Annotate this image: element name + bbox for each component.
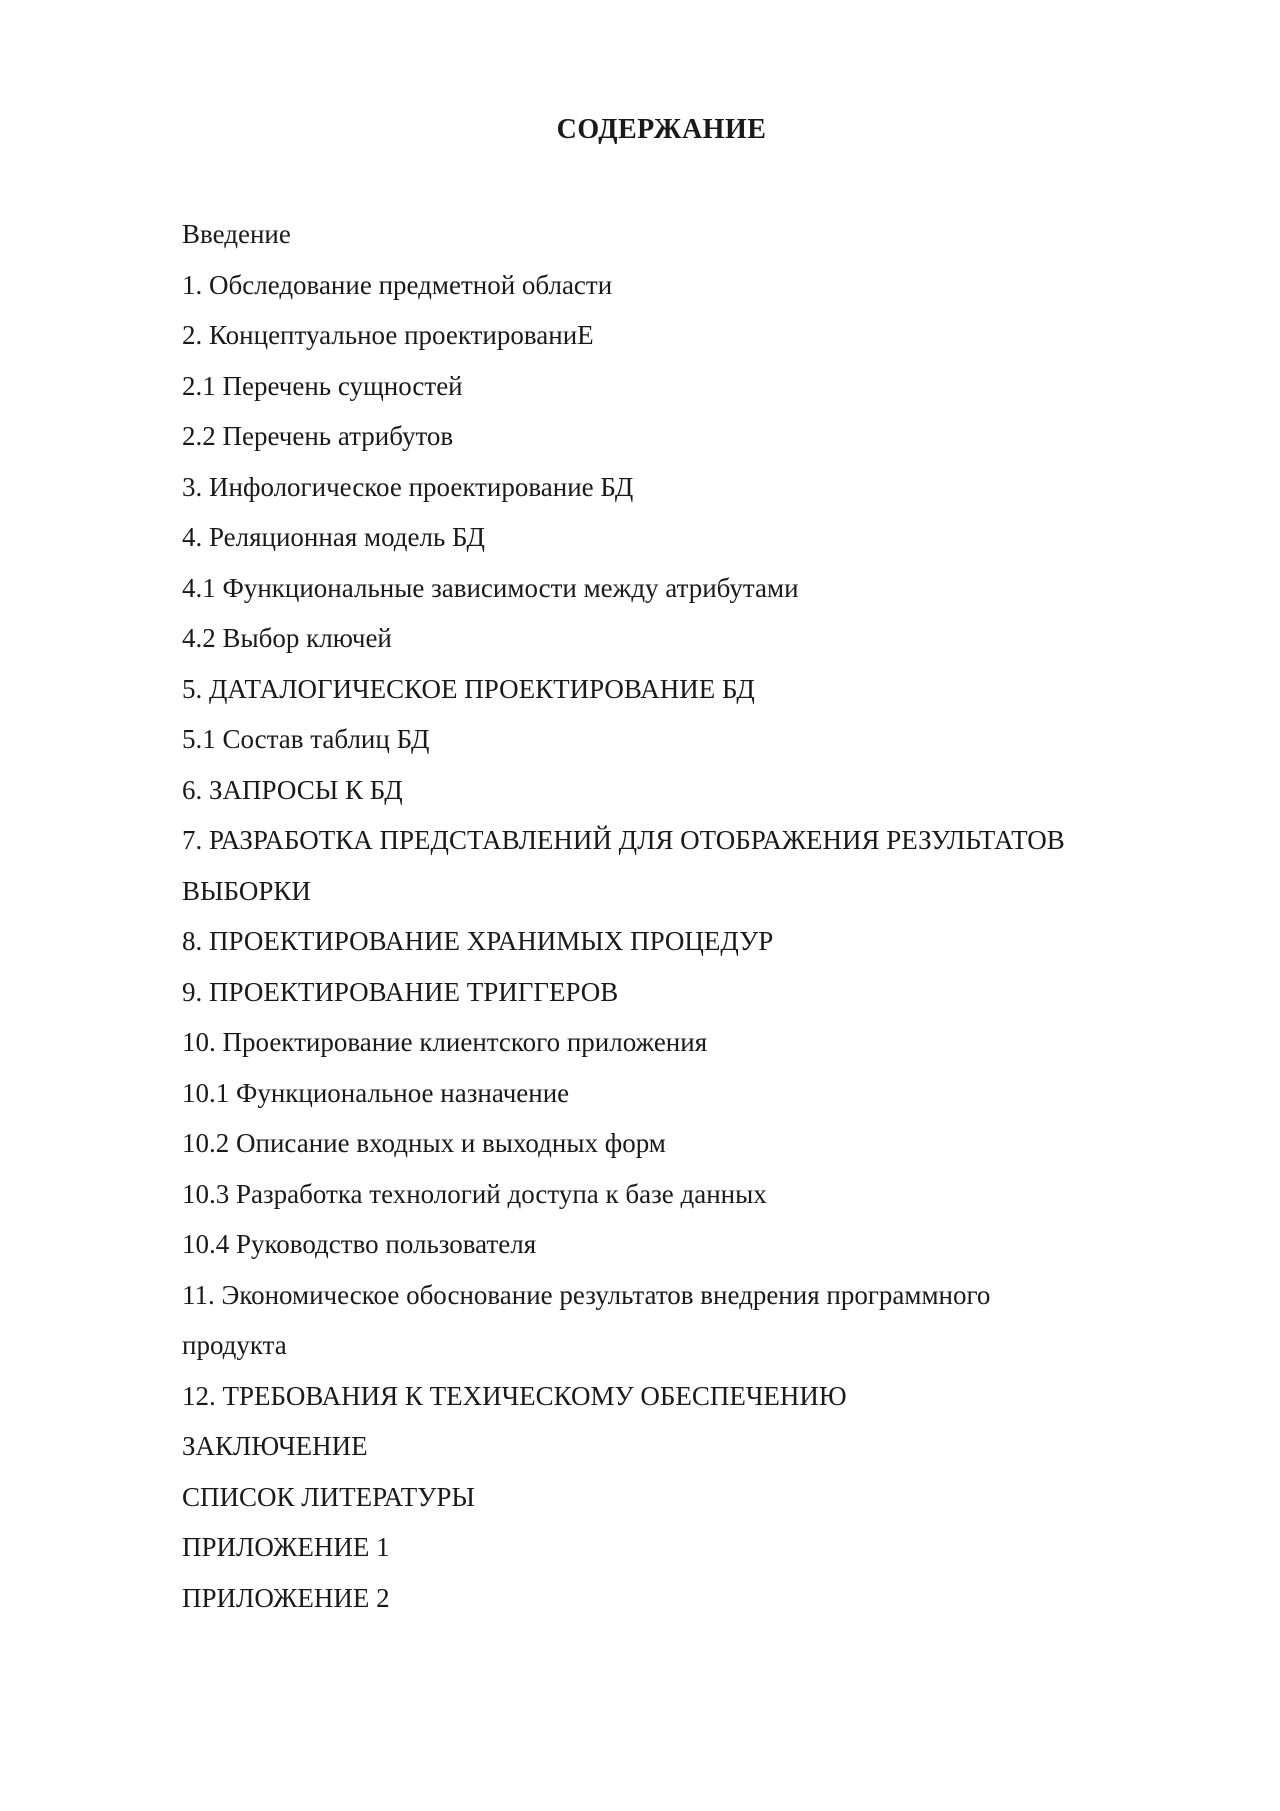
toc-entry: 10.4 Руководство пользователя	[182, 1229, 537, 1259]
toc-entry: 10.1 Функциональное назначение	[182, 1077, 570, 1108]
toc-entry: 2. Концептуальное проектированиЕ	[182, 320, 594, 350]
toc-entry: 5.1 Состав таблиц БД	[182, 724, 430, 754]
toc-entry: 10.3 Разработка технологий доступа к базе данных	[182, 1178, 767, 1209]
toc-entry: 4.1 Функциональные зависимости между атрибутами	[182, 572, 799, 603]
toc-entry: 5. ДАТАЛОГИЧЕСКОЕ ПРОЕКТИРОВАНИЕ БД	[182, 673, 755, 704]
toc-entry: 6. ЗАПРОСЫ К БД	[182, 774, 403, 805]
toc-entry: СПИСОК ЛИТЕРАТУРЫ	[182, 1481, 475, 1512]
toc-entry: Введение	[182, 219, 291, 249]
toc-entry: 12. ТРЕБОВАНИЯ К ТЕХИЧЕСКОМУ ОБЕСПЕЧЕНИЮ	[182, 1380, 847, 1411]
toc-entry: 10.2 Описание входных и выходных форм	[182, 1128, 666, 1158]
toc-entry: 4. Реляционная модель БД	[182, 522, 485, 552]
toc-entry: 8. ПРОЕКТИРОВАНИЕ ХРАНИМЫХ ПРОЦЕДУР	[182, 926, 774, 956]
toc-entry: 11. Экономическое обоснование результатов внедрения программного	[182, 1279, 991, 1310]
toc-entry: 2.2 Перечень атрибутов	[182, 421, 454, 451]
toc-entry: ПРИЛОЖЕНИЕ 1	[182, 1532, 390, 1562]
toc-entry: 1. Обследование предметной области	[182, 269, 613, 300]
toc-entry: 7. РАЗРАБОТКА ПРЕДСТАВЛЕНИЙ ДЛЯ ОТОБРАЖЕНИЯ РЕЗУЛЬТАТОВ	[182, 825, 1065, 855]
toc-entry: ЗАКЛЮЧЕНИЕ	[182, 1431, 368, 1461]
page-title: СОДЕРЖАНИЕ	[556, 114, 767, 145]
toc-entry: 4.2 Выбор ключей	[182, 623, 392, 653]
toc-entry-continuation: продукта	[182, 1330, 287, 1360]
toc-entry-continuation: ВЫБОРКИ	[182, 875, 311, 906]
toc-entry: 9. ПРОЕКТИРОВАНИЕ ТРИГГЕРОВ	[182, 976, 619, 1007]
toc-list	[182, 209, 1182, 1623]
toc-entry: ПРИЛОЖЕНИЕ 2	[182, 1582, 390, 1613]
toc-entry: 2.1 Перечень сущностей	[182, 370, 463, 401]
toc-entry: 3. Инфологическое проектирование БД	[182, 471, 634, 502]
toc-entry: 10. Проектирование клиентского приложения	[182, 1027, 708, 1057]
